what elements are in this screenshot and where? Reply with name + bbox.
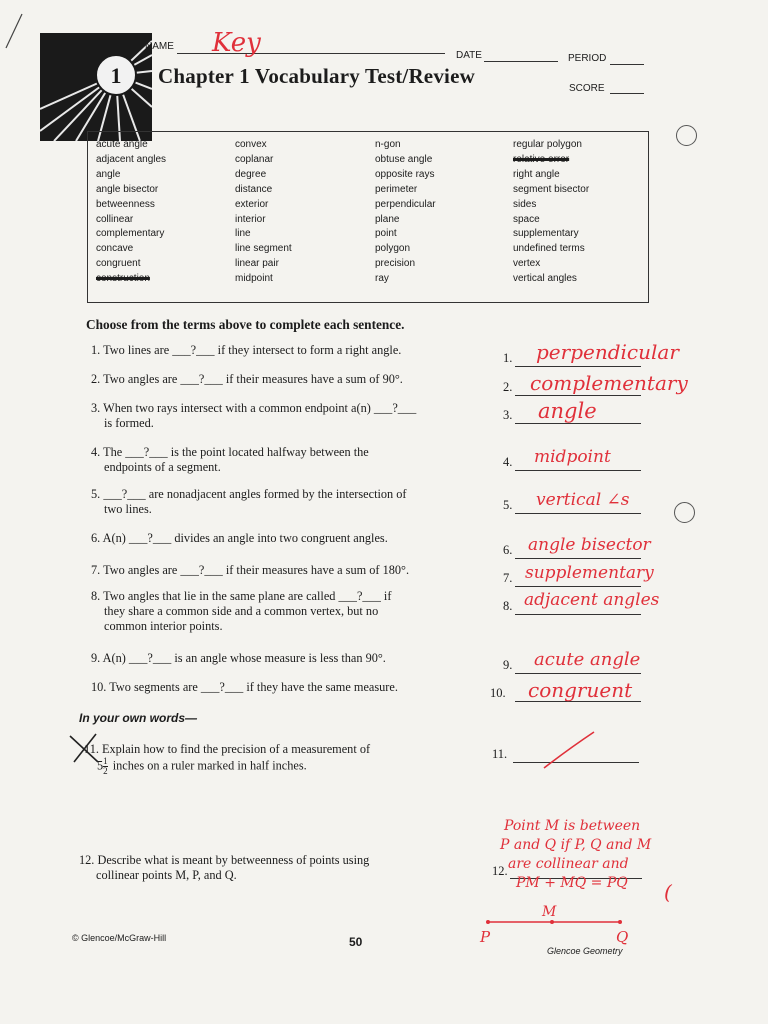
question-11-line-2: 5 $\frac{1}{2}$ inches on a ruler marked in half inches. xyxy=(97,756,307,776)
score-line[interactable] xyxy=(610,93,644,94)
word-bank-column-3 xyxy=(375,138,436,287)
question-text: Explain how to find the precision of a measurement of xyxy=(102,742,371,756)
word-bank-term: exterior xyxy=(235,198,269,210)
handwritten-answer-6: angle bisector xyxy=(528,535,651,555)
word-bank xyxy=(87,131,649,303)
handwritten-answer-9: acute angle xyxy=(534,649,641,670)
own-words-heading: In your own words— xyxy=(79,711,198,725)
answer-number: 4. xyxy=(503,455,513,469)
answer-number: 10. xyxy=(490,686,506,700)
word-bank-term: distance xyxy=(235,183,273,195)
question-12-line-2: collinear points M, P, and Q. xyxy=(96,868,237,882)
name-label: NAME xyxy=(145,41,174,52)
question-text: Two angles are ___?___ if their measures have a sum of 90°. xyxy=(103,372,403,386)
question-number: 10. xyxy=(91,680,107,694)
answer-number: 11. xyxy=(492,747,508,761)
question-8-continuation: they share a common side and a common vertex, but no xyxy=(104,604,379,618)
answer-line-5[interactable] xyxy=(515,513,641,514)
question-6 xyxy=(91,531,388,545)
answer-number: 3. xyxy=(503,408,513,422)
question-10 xyxy=(91,680,398,694)
question-4 xyxy=(91,445,369,459)
answer-line-1[interactable] xyxy=(515,366,641,367)
handwritten-answer-3: angle xyxy=(538,399,597,423)
word-bank-term: perpendicular xyxy=(375,198,436,210)
handwritten-paren: ( xyxy=(664,880,672,904)
word-bank-term: complementary xyxy=(96,228,165,240)
word-bank-term: interior xyxy=(235,213,266,225)
question-number: 1. xyxy=(91,343,101,357)
date-label: DATE xyxy=(456,50,482,61)
page-number: 50 xyxy=(349,935,363,949)
word-bank-term: point xyxy=(375,228,397,240)
word-bank-term: opposite rays xyxy=(375,168,435,180)
date-line[interactable] xyxy=(484,61,558,62)
question-number: 5. xyxy=(91,487,101,501)
handwritten-answer-4: midpoint xyxy=(534,447,611,467)
point-label-m: M xyxy=(542,904,557,920)
word-bank-column-1 xyxy=(96,138,166,287)
question-text: Two segments are ___?___ if they have the same measure. xyxy=(109,680,398,694)
question-5 xyxy=(91,487,407,501)
question-number: 8. xyxy=(91,589,101,603)
word-bank-term: angle bisector xyxy=(96,183,159,195)
word-bank-term: n-gon xyxy=(375,139,401,150)
word-bank-term: regular polygon xyxy=(513,139,582,150)
word-bank-term: construction xyxy=(96,273,150,285)
point-label-q: Q xyxy=(616,928,629,946)
question-text: The ___?___ is the point located halfway between the xyxy=(103,445,369,459)
word-bank-term: vertical angles xyxy=(513,273,577,285)
period-label: PERIOD xyxy=(568,53,607,64)
word-bank-column-4 xyxy=(513,138,589,287)
handwritten-answer-8: adjacent angles xyxy=(524,590,660,610)
question-3-continuation: is formed. xyxy=(104,416,154,430)
question-1 xyxy=(91,343,401,357)
question-number: 11. xyxy=(84,742,99,756)
word-bank-term: congruent xyxy=(96,258,141,270)
handwritten-answer-5: vertical ∠s xyxy=(536,490,630,510)
answer-line-2[interactable] xyxy=(515,395,641,396)
answer-line-7[interactable] xyxy=(515,586,641,587)
question-text: A(n) ___?___ is an angle whose measure is less than 90°. xyxy=(102,651,386,665)
question-number: 12. xyxy=(79,853,95,867)
handwritten-answer-2: complementary xyxy=(530,371,688,395)
word-bank-term: degree xyxy=(235,168,267,180)
answer-number: 9. xyxy=(503,658,513,672)
hole-punch-circle xyxy=(674,502,695,523)
word-bank-term: undefined terms xyxy=(513,243,585,255)
page-title: Chapter 1 Vocabulary Test/Review xyxy=(158,64,475,88)
instructions: Choose from the terms above to complete each sentence. xyxy=(86,317,405,332)
question-text: Two angles are ___?___ if their measures have a sum of 180°. xyxy=(103,563,410,577)
word-bank-term: precision xyxy=(375,258,416,270)
answer-number: 8. xyxy=(503,599,513,613)
cross-out-mark xyxy=(66,730,106,766)
question-12 xyxy=(79,853,369,867)
question-3 xyxy=(91,401,416,415)
question-number: 3. xyxy=(91,401,101,415)
question-text: When two rays intersect with a common endpoint a(n) ___?___ xyxy=(103,401,417,415)
question-4-continuation: endpoints of a segment. xyxy=(104,460,221,474)
word-bank-term: betweenness xyxy=(96,198,155,210)
answer-number: 2. xyxy=(503,380,513,394)
word-bank-term: obtuse angle xyxy=(375,153,433,165)
hole-punch-circle xyxy=(676,125,697,146)
answer-line-9[interactable] xyxy=(515,673,641,674)
period-line[interactable] xyxy=(610,64,644,65)
answer-line-6[interactable] xyxy=(515,558,641,559)
answer-number: 6. xyxy=(503,543,513,557)
handwritten-answer-12: Point M is between P and Q if P, Q and M are collinear and PM + MQ = PQ xyxy=(500,818,652,891)
word-bank-term: line segment xyxy=(235,243,292,255)
answer-number: 7. xyxy=(503,571,513,585)
answer-line-3[interactable] xyxy=(515,423,641,424)
word-bank-term: adjacent angles xyxy=(96,153,167,165)
word-bank-term: sides xyxy=(513,198,537,210)
question-text: Two angles that lie in the same plane are called ___?___ if xyxy=(103,589,392,603)
word-bank-term: perimeter xyxy=(375,183,418,195)
question-9 xyxy=(91,651,386,665)
answer-number: 5. xyxy=(503,498,513,512)
word-bank-term: relative error xyxy=(513,153,570,165)
word-bank-term: collinear xyxy=(96,213,134,225)
answer-number: 1. xyxy=(503,351,513,365)
question-7 xyxy=(91,563,409,577)
question-8 xyxy=(91,589,391,603)
word-bank-term: segment bisector xyxy=(513,183,590,195)
question-text: A(n) ___?___ divides an angle into two congruent angles. xyxy=(102,531,388,545)
word-bank-term: angle xyxy=(96,168,121,180)
word-bank-term: supplementary xyxy=(513,228,579,240)
name-value: Key xyxy=(212,28,261,58)
question-text: Two lines are ___?___ if they intersect to form a right angle. xyxy=(103,343,402,357)
question-2 xyxy=(91,372,403,386)
word-bank-term: concave xyxy=(96,243,134,255)
question-number: 6. xyxy=(91,531,101,545)
handwritten-answer-10: congruent xyxy=(528,678,633,702)
word-bank-term: plane xyxy=(375,213,400,225)
word-bank-term: coplanar xyxy=(235,153,274,165)
word-bank-term: line xyxy=(235,228,251,240)
word-bank-column-2 xyxy=(235,138,292,287)
answer-line-8[interactable] xyxy=(515,614,641,615)
word-bank-term: right angle xyxy=(513,168,560,180)
question-number: 7. xyxy=(91,563,101,577)
question-number: 4. xyxy=(91,445,101,459)
word-bank-term: linear pair xyxy=(235,258,279,270)
question-text: ___?___ are nonadjacent angles formed by the intersection of xyxy=(103,487,407,501)
slash-mark xyxy=(540,728,600,772)
corner-pen-mark xyxy=(0,0,40,60)
word-bank-term: midpoint xyxy=(235,273,273,285)
question-text: Describe what is meant by betweenness of points using xyxy=(97,853,370,867)
chapter-logo xyxy=(40,33,152,141)
copyright: © Glencoe/McGraw-Hill xyxy=(72,933,167,943)
point-label-p: P xyxy=(480,928,491,946)
handwritten-answer-1: perpendicular xyxy=(536,340,679,364)
book-title: Glencoe Geometry xyxy=(547,946,623,956)
question-number: 2. xyxy=(91,372,101,386)
answer-line-4[interactable] xyxy=(515,470,641,471)
word-bank-term: polygon xyxy=(375,243,411,255)
question-11 xyxy=(84,742,370,756)
answer-number: 12. xyxy=(492,864,508,878)
word-bank-term: convex xyxy=(235,139,267,150)
question-8-continuation: common interior points. xyxy=(104,619,223,633)
score-label: SCORE xyxy=(569,83,605,94)
question-5-continuation: two lines. xyxy=(104,502,152,516)
word-bank-term: ray xyxy=(375,273,389,285)
question-number: 9. xyxy=(91,651,101,665)
chapter-number: 1 xyxy=(110,63,122,88)
word-bank-term: acute angle xyxy=(96,139,148,150)
word-bank-term: vertex xyxy=(513,258,541,270)
word-bank-term: space xyxy=(513,213,540,225)
handwritten-answer-7: supplementary xyxy=(525,563,654,583)
segment-pmq-diagram xyxy=(470,900,640,950)
